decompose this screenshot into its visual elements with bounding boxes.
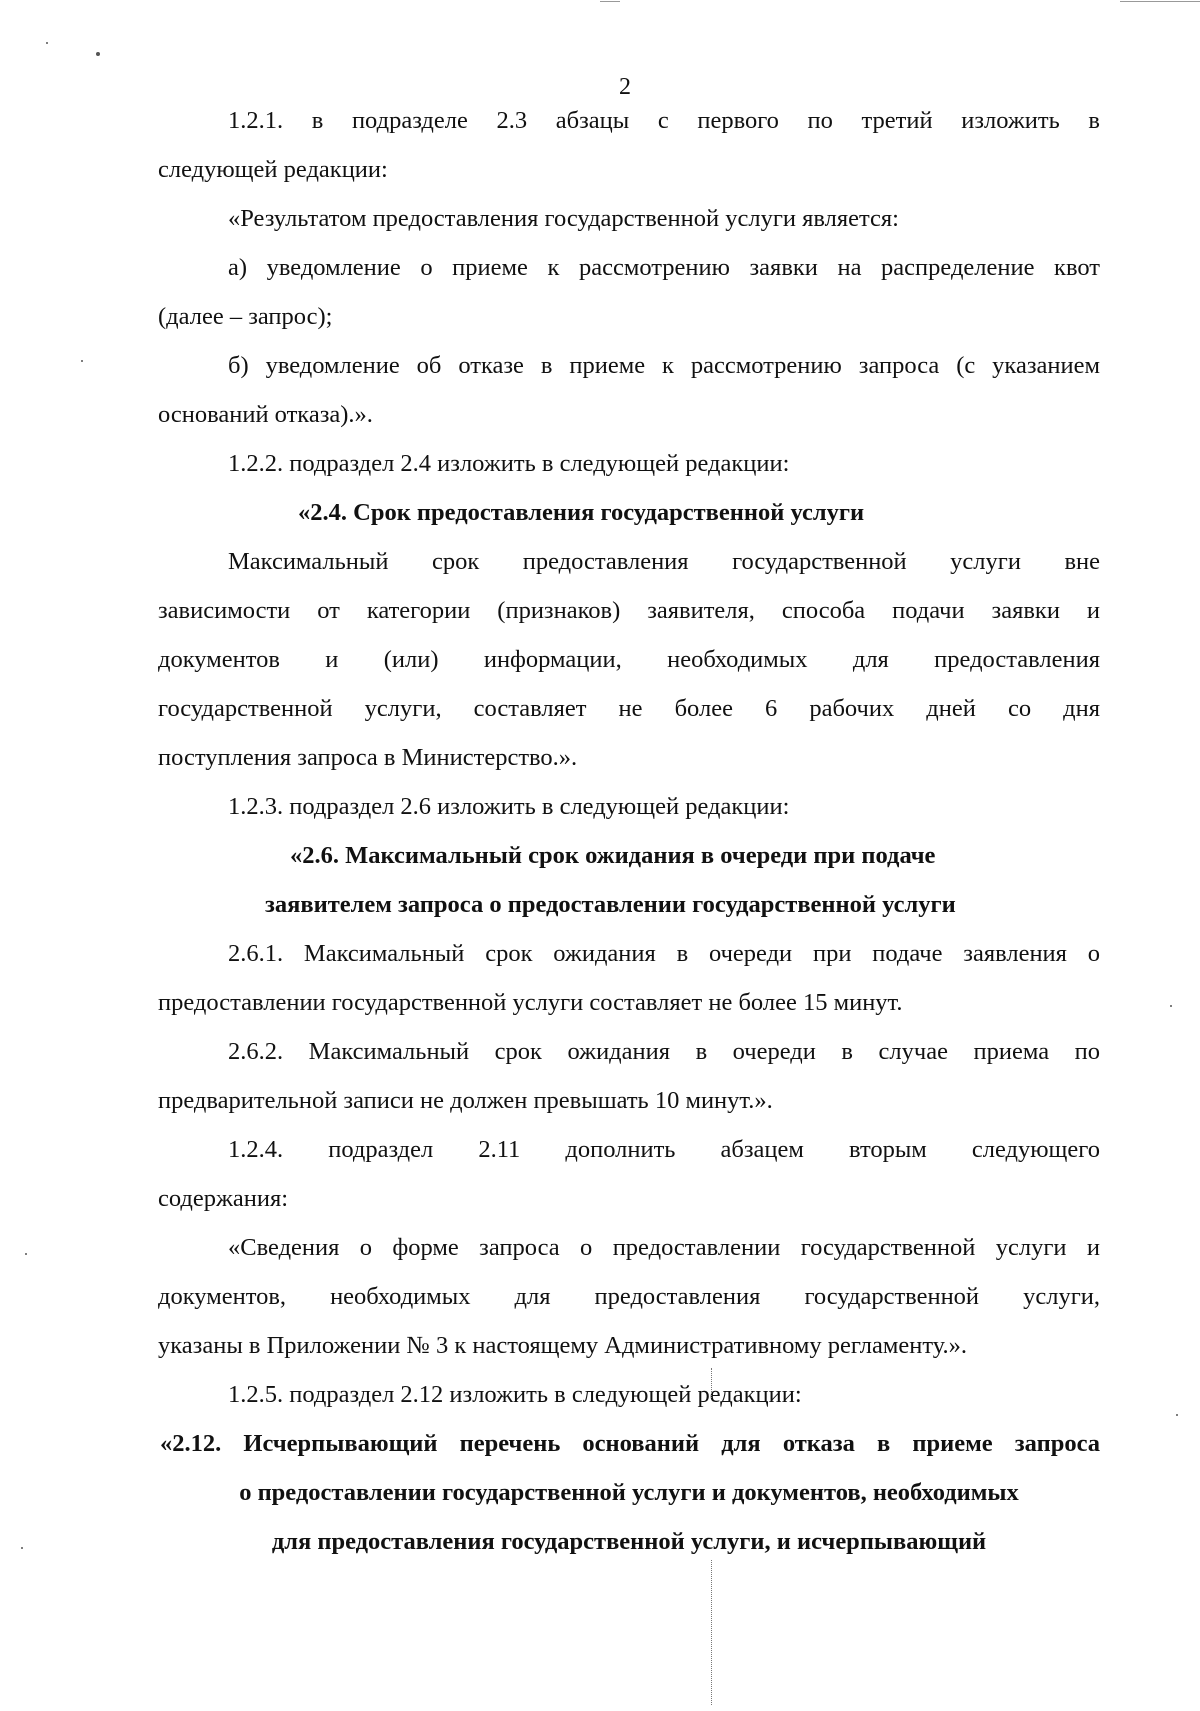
paragraph-line: содержания: <box>158 1185 289 1212</box>
paragraph-line: 1.2.5. подраздел 2.12 изложить в следующей редакции: <box>228 1381 802 1408</box>
page-number: 2 <box>619 74 631 100</box>
scan-speck <box>21 1547 23 1549</box>
paragraph-line: а) уведомление о приеме к рассмотрению заявки на распределение квот <box>228 254 1100 281</box>
paragraph-line: следующей редакции: <box>158 156 388 183</box>
scan-artifact <box>600 1 620 2</box>
scan-artifact <box>711 1560 713 1705</box>
scan-artifact <box>711 1368 713 1398</box>
paragraph-line: оснований отказа).». <box>158 401 373 428</box>
paragraph-line: указаны в Приложении № 3 к настоящему Административному регламенту.». <box>158 1332 968 1359</box>
section-heading: «2.12. Исчерпывающий перечень оснований для отказа в приеме запроса <box>160 1430 1100 1457</box>
scan-speck <box>96 52 100 56</box>
paragraph-line: документов и (или) информации, необходимых для предоставления <box>158 646 1100 673</box>
paragraph-line: 1.2.3. подраздел 2.6 изложить в следующей редакции: <box>228 793 790 820</box>
paragraph-line: поступления запроса в Министерство.». <box>158 744 578 771</box>
paragraph-line: 1.2.2. подраздел 2.4 изложить в следующей редакции: <box>228 450 790 477</box>
section-heading: для предоставления государственной услуги, и исчерпывающий <box>271 1528 987 1555</box>
paragraph-line: предварительной записи не должен превышать 10 минут.». <box>158 1087 773 1114</box>
paragraph-line: «Результатом предоставления государственной услуги является: <box>228 205 899 232</box>
paragraph-line: б) уведомление об отказе в приеме к рассмотрению запроса (с указанием <box>228 352 1100 379</box>
section-heading: «2.4. Срок предоставления государственной услуги <box>298 499 865 526</box>
scan-speck <box>1170 1005 1172 1007</box>
scan-speck <box>81 360 83 362</box>
section-heading: «2.6. Максимальный срок ожидания в очереди при подаче <box>290 842 936 869</box>
paragraph-line: 1.2.1. в подразделе 2.3 абзацы с первого по третий изложить в <box>228 107 1100 134</box>
scan-speck <box>1176 1414 1178 1416</box>
scan-speck <box>46 42 48 44</box>
paragraph-line: (далее – запрос); <box>158 303 333 330</box>
section-heading: о предоставлении государственной услуги и документов, необходимых <box>239 1479 1019 1506</box>
paragraph-line: «Сведения о форме запроса о предоставлении государственной услуги и <box>228 1234 1100 1261</box>
paragraph-line: зависимости от категории (признаков) заявителя, способа подачи заявки и <box>158 597 1100 624</box>
paragraph-line: предоставлении государственной услуги составляет не более 15 минут. <box>158 989 903 1016</box>
paragraph-line: 2.6.2. Максимальный срок ожидания в очереди в случае приема по <box>228 1038 1100 1065</box>
paragraph-line: 2.6.1. Максимальный срок ожидания в очереди при подаче заявления о <box>228 940 1100 967</box>
paragraph-line: Максимальный срок предоставления государственной услуги вне <box>228 548 1100 575</box>
paragraph-line: 1.2.4. подраздел 2.11 дополнить абзацем вторым следующего <box>228 1136 1100 1163</box>
paragraph-line: документов, необходимых для предоставления государственной услуги, <box>158 1283 1100 1310</box>
section-heading: заявителем запроса о предоставлении государственной услуги <box>265 891 956 918</box>
scan-artifact <box>1120 1 1200 2</box>
paragraph-line: государственной услуги, составляет не более 6 рабочих дней со дня <box>158 695 1100 722</box>
scan-speck <box>25 1253 27 1255</box>
